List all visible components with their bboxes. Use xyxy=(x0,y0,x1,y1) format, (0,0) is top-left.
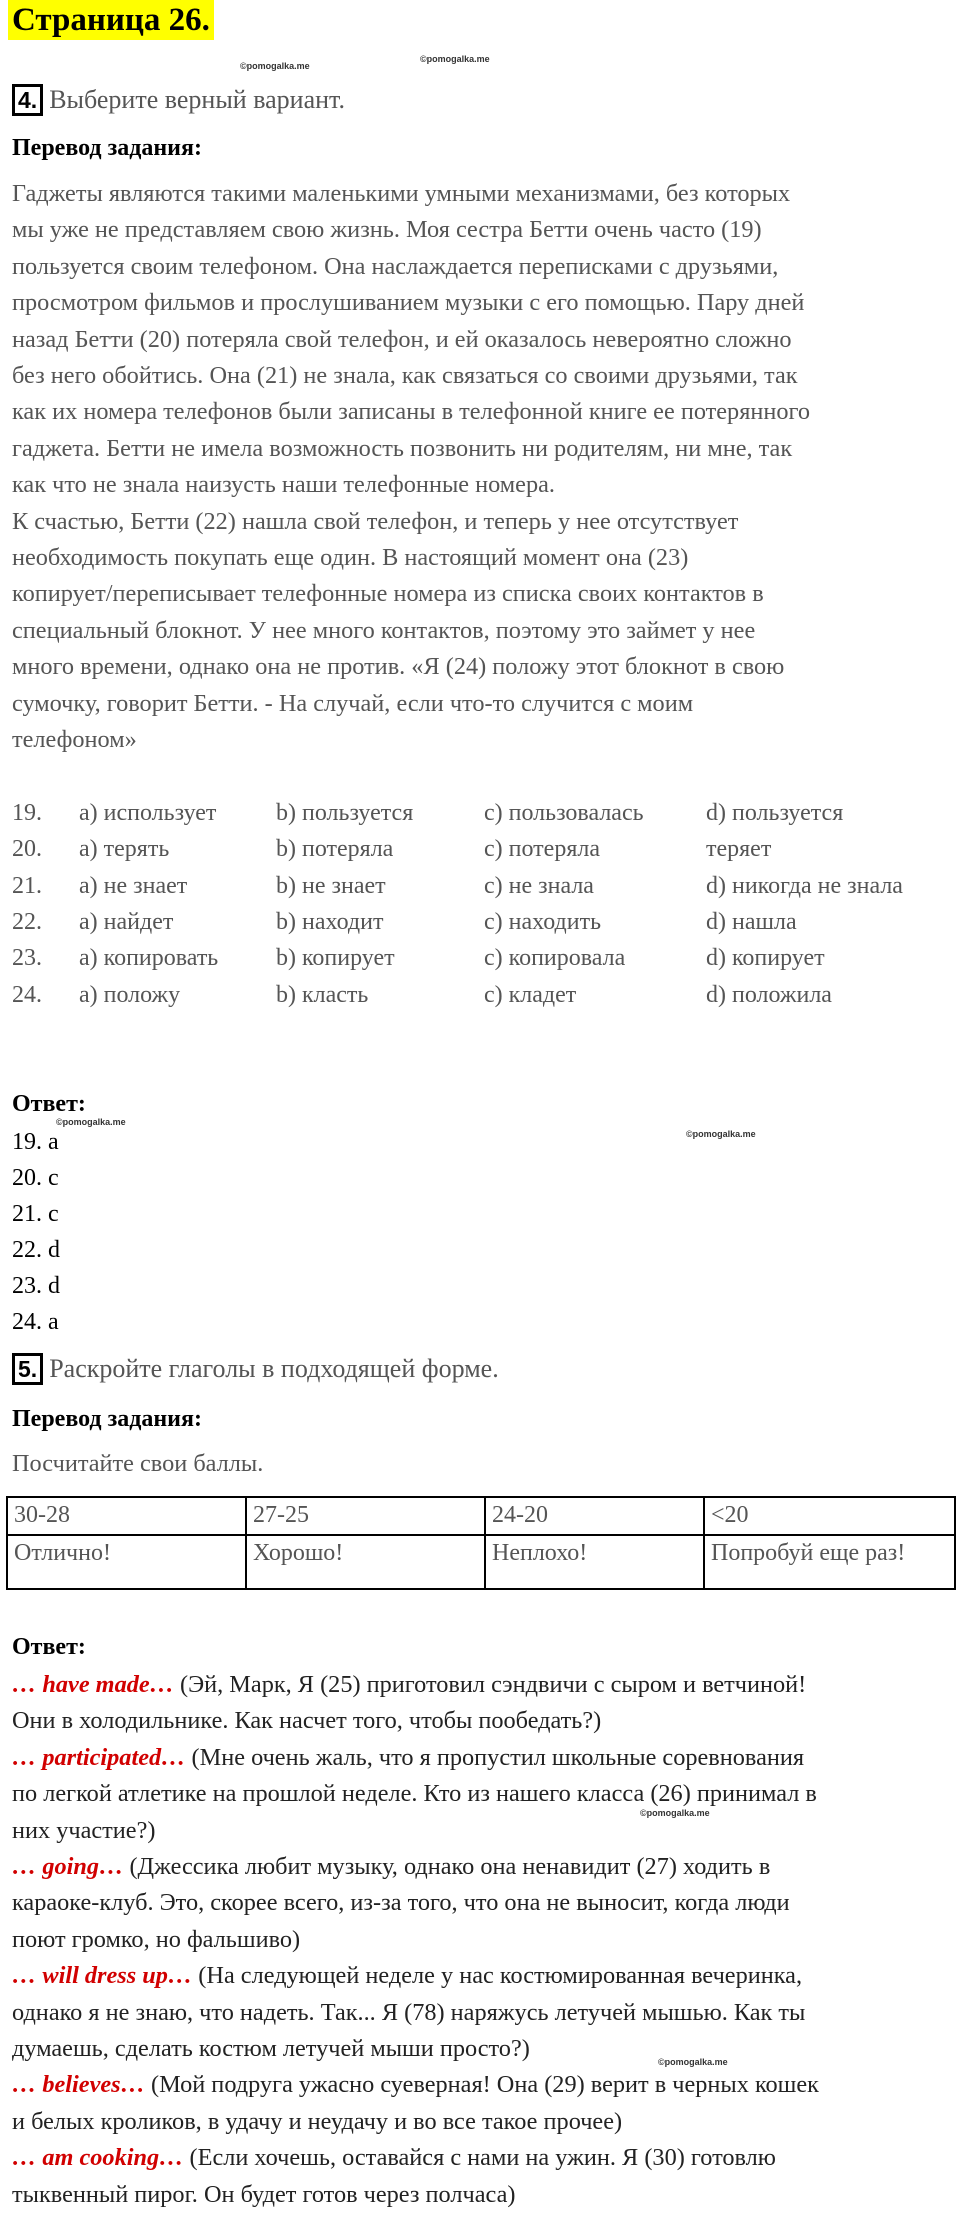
answer-verb: … am cooking… xyxy=(12,2144,184,2172)
task-number: 5. xyxy=(12,1353,43,1385)
answer-text: (Мой подруга ужасно суеверная! Она (29) верит в черных кошек xyxy=(144,2071,819,2099)
answer-item xyxy=(12,2140,947,2176)
score-range-cell: <20 xyxy=(704,1497,955,1535)
option-number: 23. xyxy=(12,945,42,971)
text-line: как их номера телефонов были записаны в телефонной книге ее потерянного xyxy=(12,398,811,426)
watermark: ©pomogalka.me xyxy=(240,61,310,71)
answer-verb: … believes… xyxy=(12,2071,145,2099)
option-c: c) потеряла xyxy=(484,836,600,862)
option-number: 21. xyxy=(12,873,42,899)
answer-verb: … going… xyxy=(12,1853,124,1881)
answer-line: 20. c xyxy=(12,1165,59,1191)
text-line: без него обойтись. Она (21) не знала, как связаться со своими друзьями, так xyxy=(12,362,798,390)
option-a: a) найдет xyxy=(79,909,174,935)
watermark: ©pomogalka.me xyxy=(640,1808,710,1818)
text-line: гаджета. Бетти не имела возможность позвонить ни родителям, ни мне, так xyxy=(12,434,793,462)
watermark: ©pomogalka.me xyxy=(658,2057,728,2067)
answer-text: (Мне очень жаль, что я пропустил школьные соревнования xyxy=(185,1743,805,1771)
text-line: специальный блокнот. У нее много контактов, поэтому это займет у нее xyxy=(12,616,756,644)
task-instruction: Выберите верный вариант. xyxy=(49,85,345,114)
answer-text: Они в холодильнике. Как насчет того, чтобы пообедать?) xyxy=(12,1707,602,1735)
task-4-header xyxy=(12,82,345,118)
text-line: много времени, однако она не против. «Я (24) положу этот блокнот в свою xyxy=(12,653,785,681)
answer-item xyxy=(12,1740,947,1776)
option-number: 20. xyxy=(12,836,42,862)
option-d: d) положила xyxy=(706,982,832,1008)
score-range-cell: 30-28 xyxy=(7,1497,246,1535)
score-grade-row xyxy=(7,1535,955,1589)
text-line: просмотром фильмов и прослушиванием музыки с его помощью. Пару дней xyxy=(12,289,805,317)
answer-line: 23. d xyxy=(12,1273,60,1299)
text-line: необходимость покупать еще один. В настоящий момент она (23) xyxy=(12,544,689,572)
option-a: a) не знает xyxy=(79,873,188,899)
score-range-cell: 27-25 xyxy=(246,1497,485,1535)
option-c: c) находить xyxy=(484,909,602,935)
option-d: d) никогда не знала xyxy=(706,873,903,899)
option-b: b) находит xyxy=(276,909,384,935)
option-number: 19. xyxy=(12,800,42,826)
option-number: 22. xyxy=(12,909,42,935)
answer-item xyxy=(12,1849,947,1885)
option-a: a) использует xyxy=(79,800,217,826)
answer-text: (Если хочешь, оставайся с нами на ужин. Я (30) готовлю xyxy=(183,2144,776,2172)
answer-line: 19. a xyxy=(12,1129,59,1155)
option-a: a) положу xyxy=(79,982,181,1008)
watermark: ©pomogalka.me xyxy=(56,1117,126,1127)
task-number: 4. xyxy=(12,84,43,116)
task-5-header xyxy=(12,1351,499,1387)
answer-text: по легкой атлетике на прошлой неделе. Кто из нашего класса (26) принимал в xyxy=(12,1780,817,1808)
text-line: К счастью, Бетти (22) нашла свой телефон, и теперь у нее отсутствует xyxy=(12,507,739,535)
option-c: c) не знала xyxy=(484,873,594,899)
option-b: b) потеряла xyxy=(276,836,394,862)
score-range-cell: 24-20 xyxy=(485,1497,704,1535)
answer-text: тыквенный пирог. Он будет готов через полчаса) xyxy=(12,2180,516,2208)
option-number: 24. xyxy=(12,982,42,1008)
text-line: сумочку, говорит Бетти. - На случай, если что-то случится с моим xyxy=(12,689,694,717)
translation-heading: Перевод задания: xyxy=(12,1406,202,1432)
answer-verb: … participated… xyxy=(12,1743,186,1771)
option-b: b) копирует xyxy=(276,945,395,971)
option-c: c) кладет xyxy=(484,982,577,1008)
text-line: назад Бетти (20) потеряла свой телефон, и ей оказалось невероятно сложно xyxy=(12,325,792,353)
answer-item xyxy=(12,1958,947,1994)
answer-item xyxy=(12,1667,947,1703)
score-range-row xyxy=(7,1497,955,1535)
answer-verb: … will dress up… xyxy=(12,1962,193,1990)
answer-item xyxy=(12,2067,947,2103)
option-b: b) пользуется xyxy=(276,800,414,826)
option-c: c) пользовалась xyxy=(484,800,644,826)
answer-line: 22. d xyxy=(12,1237,60,1263)
answer-verb: … have made… xyxy=(12,1671,174,1698)
answer-text: караоке-клуб. Это, скорее всего, из-за того, что она не выносит, когда люди xyxy=(12,1889,790,1917)
answer-heading: Ответ: xyxy=(12,1091,86,1117)
answer-line: 24. a xyxy=(12,1309,59,1335)
score-grade-cell: Неплохо! xyxy=(485,1535,704,1589)
text-line: как что не знала наизусть наши телефонные номера. xyxy=(12,471,555,499)
option-b: b) не знает xyxy=(276,873,386,899)
translation-heading: Перевод задания: xyxy=(12,135,202,161)
option-d: d) нашла xyxy=(706,909,797,935)
score-grade-cell: Хорошо! xyxy=(246,1535,485,1589)
page-title: Страница 26. xyxy=(8,0,214,40)
score-grade-cell: Отлично! xyxy=(7,1535,246,1589)
text-line: пользуется своим телефоном. Она наслаждается переписками с друзьями, xyxy=(12,252,779,280)
score-grade-cell: Попробуй еще раз! xyxy=(704,1535,955,1589)
answer-text: (На следующей неделе у нас костюмированная вечеринка, xyxy=(192,1962,803,1990)
score-table xyxy=(6,1496,956,1590)
answer-text: однако я не знаю, что надеть. Так... Я (78) наряжусь летучей мышью. Как ты xyxy=(12,1998,806,2026)
answer-text: них участие?) xyxy=(12,1816,156,1844)
text-line: мы уже не представляем свою жизнь. Моя сестра Бетти очень часто (19) xyxy=(12,216,762,244)
watermark: ©pomogalka.me xyxy=(686,1129,756,1139)
option-d: d) пользуется xyxy=(706,800,844,826)
answer-text: думаешь, сделать костюм летучей мыши просто?) xyxy=(12,2035,530,2063)
text-line: телефоном» xyxy=(12,726,137,754)
watermark: ©pomogalka.me xyxy=(420,54,490,64)
option-d: d) копирует xyxy=(706,945,825,971)
answer-heading: Ответ: xyxy=(12,1634,86,1660)
option-c: c) копировала xyxy=(484,945,626,971)
option-a: a) копировать xyxy=(79,945,219,971)
answer-text: поют громко, но фальшиво) xyxy=(12,1925,301,1953)
answer-text: и белых кроликов, в удачу и неудачу и во все такое прочее) xyxy=(12,2107,623,2135)
task-4-translation-text xyxy=(12,176,942,759)
task-5-answers xyxy=(12,1667,947,2213)
text-line: Гаджеты являются такими маленькими умными механизмами, без которых xyxy=(12,180,791,207)
option-a: a) терять xyxy=(79,836,170,862)
option-b: b) класть xyxy=(276,982,369,1008)
task-instruction: Раскройте глаголы в подходящей форме. xyxy=(49,1354,499,1383)
option-d: теряет xyxy=(706,836,772,862)
answer-text: (Эй, Марк, Я (25) приготовил сэндвичи с сыром и ветчиной! xyxy=(173,1671,807,1698)
answer-text: (Джессика любит музыку, однако она ненавидит (27) ходить в xyxy=(123,1853,771,1881)
answer-line: 21. c xyxy=(12,1201,59,1227)
text-line: копирует/переписывает телефонные номера из списка своих контактов в xyxy=(12,580,764,608)
task-5-subtitle: Посчитайте свои баллы. xyxy=(12,1450,264,1477)
